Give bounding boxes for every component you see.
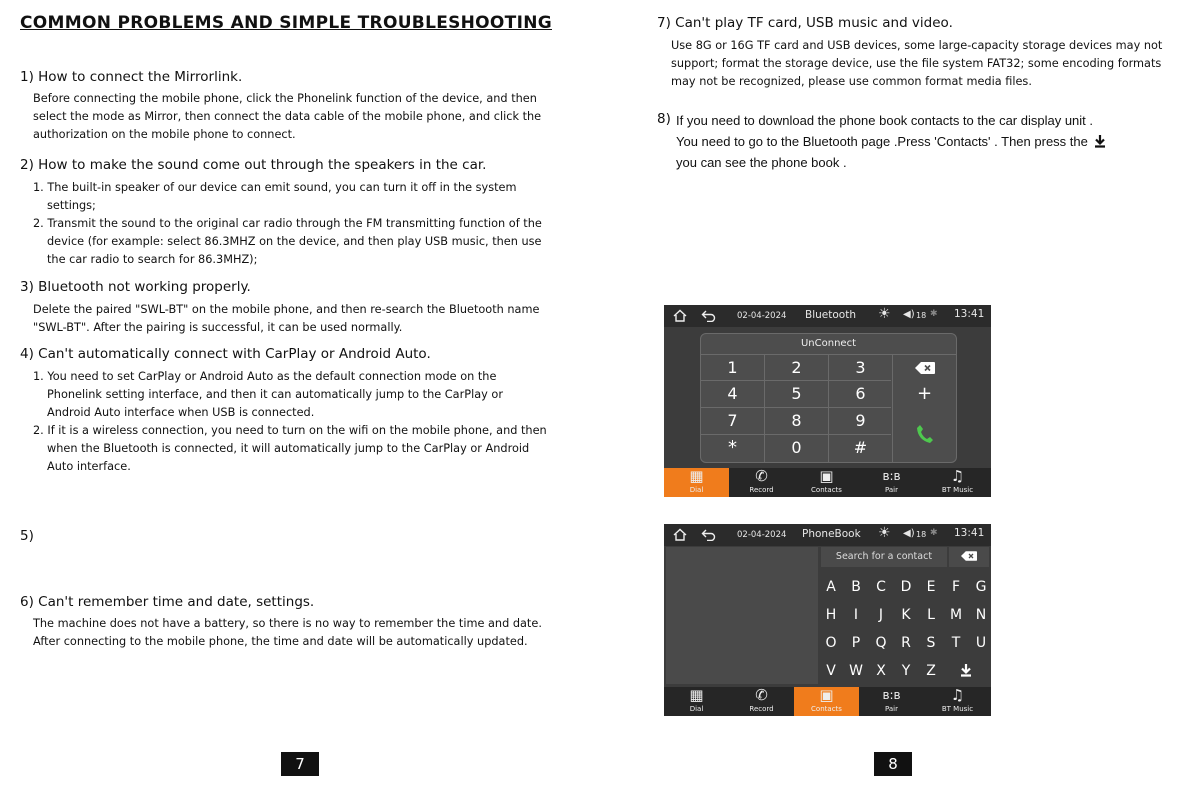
screen-title: PhoneBook <box>802 528 861 540</box>
section-1-heading: 1) How to connect the Mirrorlink. <box>20 69 243 85</box>
letter-key-x[interactable]: X <box>876 663 886 679</box>
text-line: 2. If it is a wireless connection, you need to turn on the wifi on the mobile phone, and then <box>33 424 547 437</box>
bluetooth-status-icon: ✱ <box>930 309 938 319</box>
section-8-body <box>676 110 1106 173</box>
call-button[interactable] <box>893 416 956 456</box>
key-6[interactable]: 6 <box>855 384 866 403</box>
nav-record[interactable] <box>729 687 794 716</box>
text-line: you can see the phone book . <box>676 155 847 170</box>
music-note-icon: ♫ <box>950 467 965 485</box>
screen-title: Bluetooth <box>805 309 856 321</box>
nav-label: BT Music <box>941 705 974 713</box>
call-log-icon: ✆ <box>755 686 768 704</box>
section-1-body <box>33 90 541 144</box>
text-line: The machine does not have a battery, so there is no way to remember the time and date. <box>33 617 542 630</box>
phone-call-icon <box>916 424 934 444</box>
nav-contacts[interactable] <box>794 687 859 716</box>
key-8[interactable]: 8 <box>791 411 802 430</box>
text-line: 1. The built-in speaker of our device can emit sound, you can turn it off in the system <box>33 181 517 194</box>
back-icon[interactable] <box>701 310 716 322</box>
nav-label: BT Music <box>941 486 974 494</box>
bluetooth-screen <box>664 305 991 497</box>
text-line: Use 8G or 16G TF card and USB devices, some large-capacity storage devices may not <box>671 39 1163 52</box>
status-bar <box>664 524 991 546</box>
letter-key-i[interactable]: I <box>853 607 859 623</box>
dialpad-icon: ▦ <box>689 686 704 704</box>
bluetooth-status-icon: ✱ <box>930 528 938 538</box>
text-line: If you need to download the phone book contacts to the car display unit . <box>676 113 1094 128</box>
text-line: settings; <box>47 199 96 212</box>
nav-label: Contacts <box>811 486 842 494</box>
text-line: Auto interface. <box>47 460 131 473</box>
letter-key-z[interactable]: Z <box>926 663 936 679</box>
section-4-heading: 4) Can't automatically connect with CarPlay or Android Auto. <box>20 346 431 362</box>
text-line: "SWL-BT". After the pairing is successful, it can be used normally. <box>33 321 403 334</box>
text-line: authorization on the mobile phone to connect. <box>33 128 296 141</box>
brightness-icon[interactable]: ☀ <box>878 306 891 322</box>
letter-key-o[interactable]: O <box>825 635 837 651</box>
dialpad-icon: ▦ <box>689 467 704 485</box>
download-contacts-button[interactable] <box>954 658 978 684</box>
section-2-heading: 2) How to make the sound come out through the speakers in the car. <box>20 157 487 173</box>
letter-key-l[interactable]: L <box>927 607 935 623</box>
text-line: Phonelink setting interface, and then it can automatically jump to the CarPlay or <box>47 388 503 401</box>
clock: 13:41 <box>954 527 985 539</box>
backspace-icon <box>915 362 935 374</box>
key-hash[interactable]: # <box>853 438 868 457</box>
letter-key-q[interactable]: Q <box>875 635 887 651</box>
letter-key-e[interactable]: E <box>926 579 936 595</box>
contact-list[interactable] <box>666 547 818 684</box>
volume-icon[interactable]: ◀) <box>903 528 915 539</box>
letter-key-m[interactable]: M <box>949 607 963 623</box>
section-7-heading: 7) Can't play TF card, USB music and video. <box>657 15 953 31</box>
nav-label: Record <box>749 705 774 713</box>
text-line: Android Auto interface when USB is connected. <box>47 406 315 419</box>
volume-icon[interactable]: ◀) <box>903 309 915 320</box>
nav-label: Record <box>749 486 774 494</box>
text-line: You need to go to the Bluetooth page .Press 'Contacts' . Then press the <box>676 134 1088 149</box>
phonebook-screen <box>664 524 991 716</box>
section-7-body <box>671 37 1162 91</box>
bottom-nav <box>664 468 991 497</box>
back-icon[interactable] <box>701 529 716 541</box>
letter-key-r[interactable]: R <box>901 635 911 651</box>
section-6-body <box>33 615 542 651</box>
letter-key-u[interactable]: U <box>975 635 987 651</box>
key-4[interactable]: 4 <box>727 384 738 403</box>
contacts-icon: ▣ <box>819 467 834 485</box>
section-3-body <box>33 301 539 337</box>
volume-level: 18 <box>916 311 927 320</box>
letter-key-y[interactable]: Y <box>901 663 911 679</box>
pair-icon: ʙ:ʙ <box>882 688 901 702</box>
text-line: Delete the paired "SWL-BT" on the mobile phone, and then re-search the Bluetooth name <box>33 303 540 316</box>
date-label: 02-04-2024 <box>737 530 787 540</box>
text-line: 1. You need to set CarPlay or Android Auto as the default connection mode on the <box>33 370 497 383</box>
text-line: device (for example: select 86.3MHZ on the device, and then play USB music, then use <box>47 235 542 248</box>
letter-key-d[interactable]: D <box>900 579 912 595</box>
letter-key-a[interactable]: A <box>826 579 836 595</box>
music-note-icon: ♫ <box>950 686 965 704</box>
letter-key-h[interactable]: H <box>825 607 837 623</box>
download-icon <box>1094 134 1106 148</box>
connection-status: UnConnect <box>701 334 956 355</box>
nav-label: Dial <box>689 705 704 713</box>
nav-contacts[interactable] <box>794 468 859 497</box>
status-bar <box>664 305 991 327</box>
key-1[interactable]: 1 <box>727 358 738 377</box>
dial-pad <box>700 333 957 463</box>
key-3[interactable]: 3 <box>855 358 866 377</box>
text-line: Before connecting the mobile phone, click the Phonelink function of the device, and then <box>33 92 537 105</box>
section-5-heading: 5) <box>20 528 34 544</box>
date-label: 02-04-2024 <box>737 311 787 321</box>
contacts-icon: ▣ <box>819 686 834 704</box>
letter-key-c[interactable]: C <box>876 579 886 595</box>
nav-label: Dial <box>689 486 704 494</box>
text-line: may not be recognized, please use common format media files. <box>671 75 1032 88</box>
plus-button[interactable]: + <box>916 383 933 404</box>
letter-key-w[interactable]: W <box>849 663 863 679</box>
nav-label: Pair <box>884 705 899 713</box>
key-0[interactable]: 0 <box>791 438 802 457</box>
nav-bt-music[interactable] <box>924 468 991 497</box>
contact-search-input[interactable]: Search for a contact <box>821 547 947 567</box>
home-icon[interactable] <box>673 309 687 322</box>
page-title: COMMON PROBLEMS AND SIMPLE TROUBLESHOOTING <box>20 13 552 33</box>
section-4-body <box>33 368 547 476</box>
key-5[interactable]: 5 <box>791 384 802 403</box>
search-backspace-button[interactable] <box>949 547 989 567</box>
letter-key-v[interactable]: V <box>826 663 836 679</box>
text-line: the car radio to search for 86.3MHZ); <box>47 253 258 266</box>
key-7[interactable]: 7 <box>727 411 738 430</box>
section-3-heading: 3) Bluetooth not working properly. <box>20 279 251 295</box>
letter-key-j[interactable]: J <box>878 607 884 623</box>
home-icon[interactable] <box>673 528 687 541</box>
section-2-body <box>33 179 542 269</box>
backspace-button[interactable] <box>893 355 956 380</box>
key-9[interactable]: 9 <box>855 411 866 430</box>
backspace-icon <box>961 551 977 561</box>
text-line: support; format the storage device, use the file system FAT32; some encoding formats <box>671 57 1162 70</box>
nav-dial[interactable] <box>664 468 729 497</box>
page-number-7: 7 <box>281 752 319 776</box>
section-6-heading: 6) Can't remember time and date, settings. <box>20 594 315 610</box>
letter-key-t[interactable]: T <box>951 635 961 651</box>
text-line: 2. Transmit the sound to the original car radio through the FM transmitting function of the <box>33 217 542 230</box>
nav-bt-music[interactable] <box>924 687 991 716</box>
pair-icon: ʙ:ʙ <box>882 469 901 483</box>
letter-key-g[interactable]: G <box>975 579 987 595</box>
nav-dial[interactable] <box>664 687 729 716</box>
letter-key-p[interactable]: P <box>851 635 861 651</box>
nav-record[interactable] <box>729 468 794 497</box>
key-star[interactable]: * <box>728 437 737 458</box>
letter-key-f[interactable]: F <box>951 579 961 595</box>
call-log-icon: ✆ <box>755 467 768 485</box>
key-2[interactable]: 2 <box>791 358 802 377</box>
bottom-nav <box>664 687 991 716</box>
section-8-number: 8) <box>657 111 671 127</box>
letter-key-s[interactable]: S <box>926 635 936 651</box>
letter-key-b[interactable]: B <box>851 579 861 595</box>
nav-pair[interactable] <box>859 468 924 497</box>
clock: 13:41 <box>954 308 985 320</box>
nav-label: Contacts <box>811 705 842 713</box>
nav-label: Pair <box>884 486 899 494</box>
text-line: After connecting to the mobile phone, the time and date will be automatically updated. <box>33 635 528 648</box>
nav-pair[interactable] <box>859 687 924 716</box>
letter-key-n[interactable]: N <box>975 607 987 623</box>
volume-level: 18 <box>916 530 927 539</box>
brightness-icon[interactable]: ☀ <box>878 525 891 541</box>
page-number-8: 8 <box>874 752 912 776</box>
letter-key-k[interactable]: K <box>901 607 911 623</box>
text-line: select the mode as Mirror, then connect the data cable of the mobile phone, and click the <box>33 110 542 123</box>
download-icon <box>960 663 972 677</box>
text-line: when the Bluetooth is connected, it will automatically jump to the CarPlay or Android <box>47 442 530 455</box>
